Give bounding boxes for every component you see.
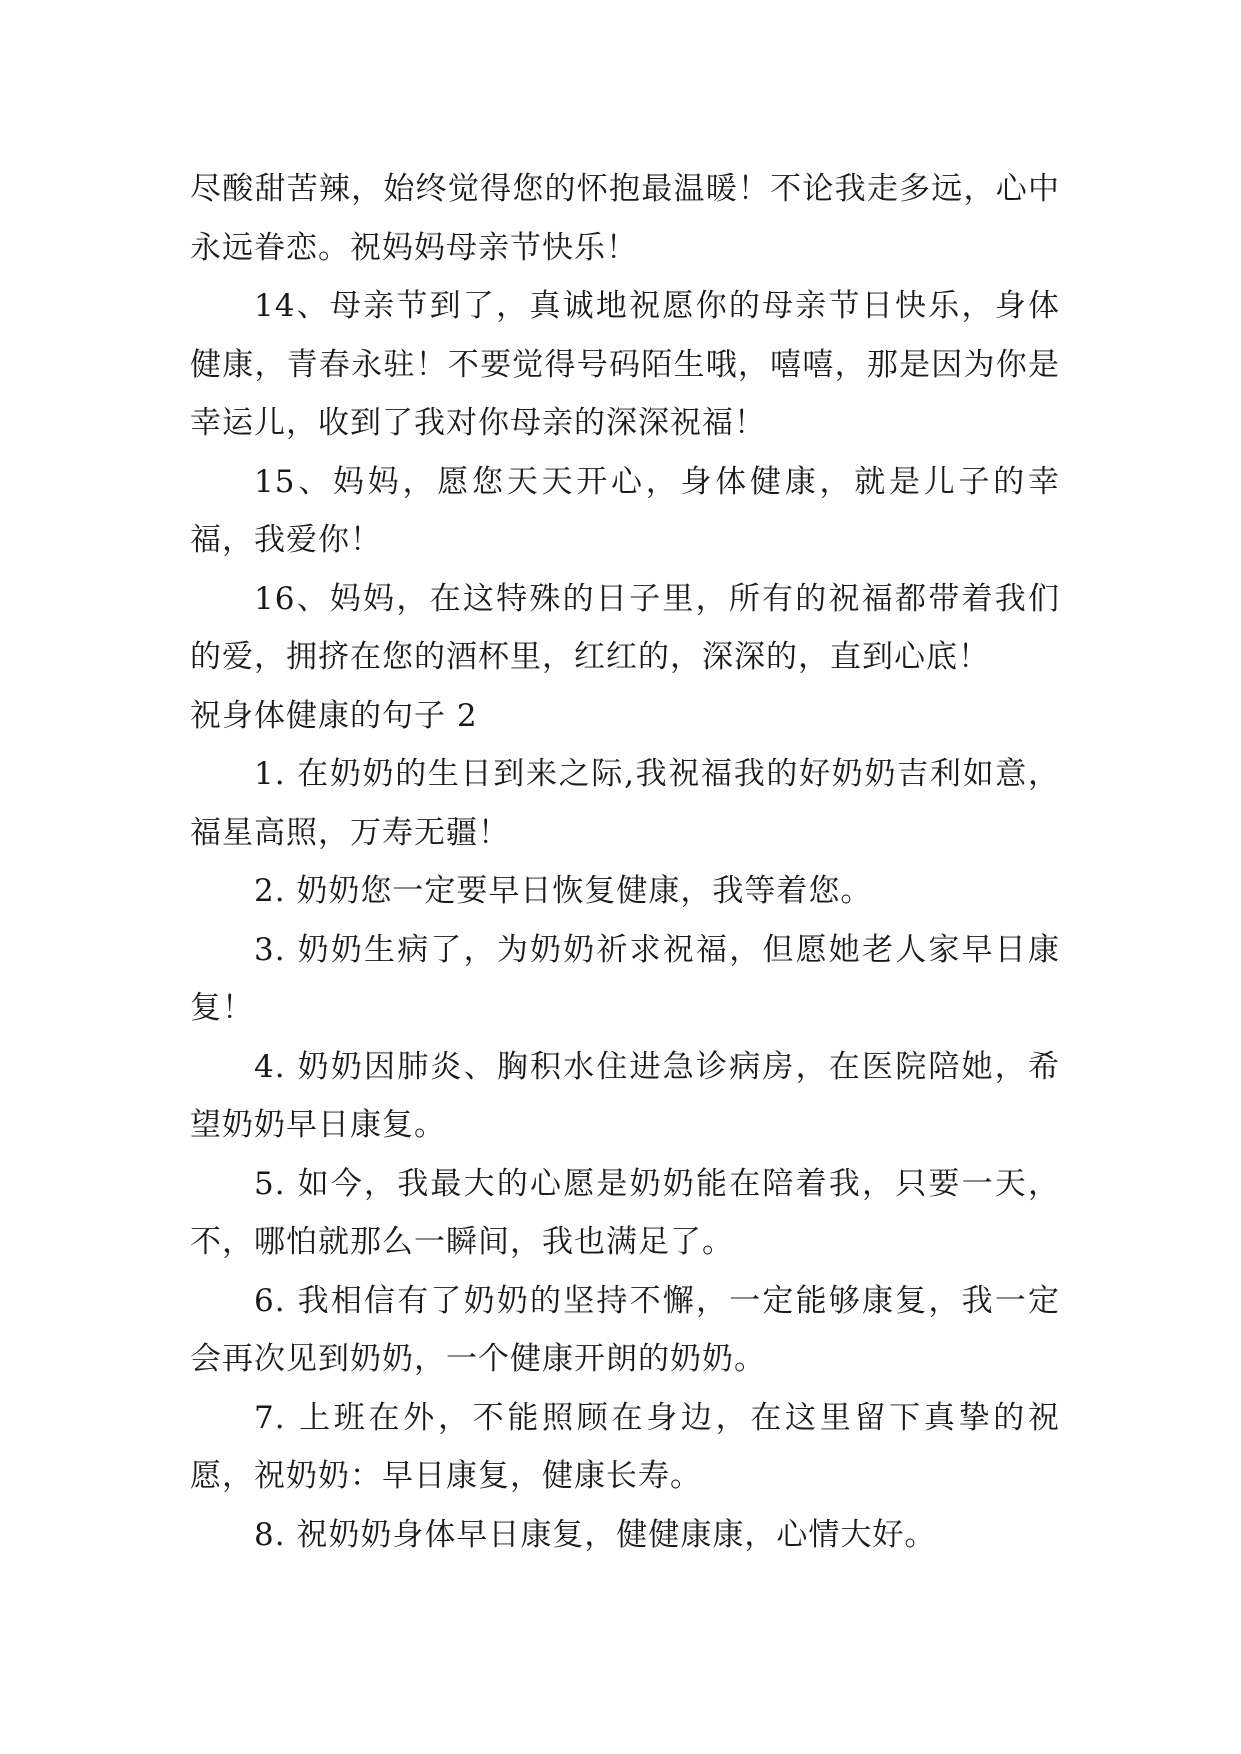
paragraph-item-4: 4. 奶奶因肺炎、胸积水住进急诊病房，在医院陪她，希望奶奶早日康复。 <box>190 1048 1060 1143</box>
paragraph-item-1: 1. 在奶奶的生日到来之际,我祝福我的好奶奶吉利如意，福星高照，万寿无疆！ <box>190 756 1060 851</box>
paragraph-item-3: 3. 奶奶生病了，为奶奶祈求祝福，但愿她老人家早日康复！ <box>190 931 1060 1026</box>
paragraph-item-15: 15、妈妈，愿您天天开心，身体健康，就是儿子的幸福，我爱你！ <box>190 463 1060 558</box>
paragraph-item-7: 7. 上班在外，不能照顾在身边，在这里留下真挚的祝愿，祝奶奶：早日康复，健康长寿。 <box>190 1399 1060 1494</box>
section-heading: 祝身体健康的句子 2 <box>190 697 478 734</box>
document-body <box>190 160 1060 1564</box>
paragraph-item-6: 6. 我相信有了奶奶的坚持不懈，一定能够康复，我一定会再次见到奶奶，一个健康开朗的奶奶。 <box>190 1282 1060 1377</box>
paragraph-item-16: 16、妈妈，在这特殊的日子里，所有的祝福都带着我们的爱，拥挤在您的酒杯里，红红的，深深的，直到心底！ <box>190 580 1060 675</box>
paragraph-item-2: 2. 奶奶您一定要早日恢复健康，我等着您。 <box>254 873 873 909</box>
paragraph-item-5: 5. 如今，我最大的心愿是奶奶能在陪着我，只要一天，不，哪怕就那么一瞬间，我也满足了。 <box>190 1165 1060 1260</box>
paragraph-item-8: 8. 祝奶奶身体早日康复，健健康康，心情大好。 <box>254 1516 937 1553</box>
paragraph-continuation: 尽酸甜苦辣，始终觉得您的怀抱最温暖！不论我走多远，心中永远眷恋。祝妈妈母亲节快乐！ <box>190 171 1060 266</box>
paragraph-item-14: 14、母亲节到了，真诚地祝愿你的母亲节日快乐，身体健康，青春永驻！不要觉得号码陌生哦，嘻嘻，那是因为你是幸运儿，收到了我对你母亲的深深祝福！ <box>190 288 1060 441</box>
